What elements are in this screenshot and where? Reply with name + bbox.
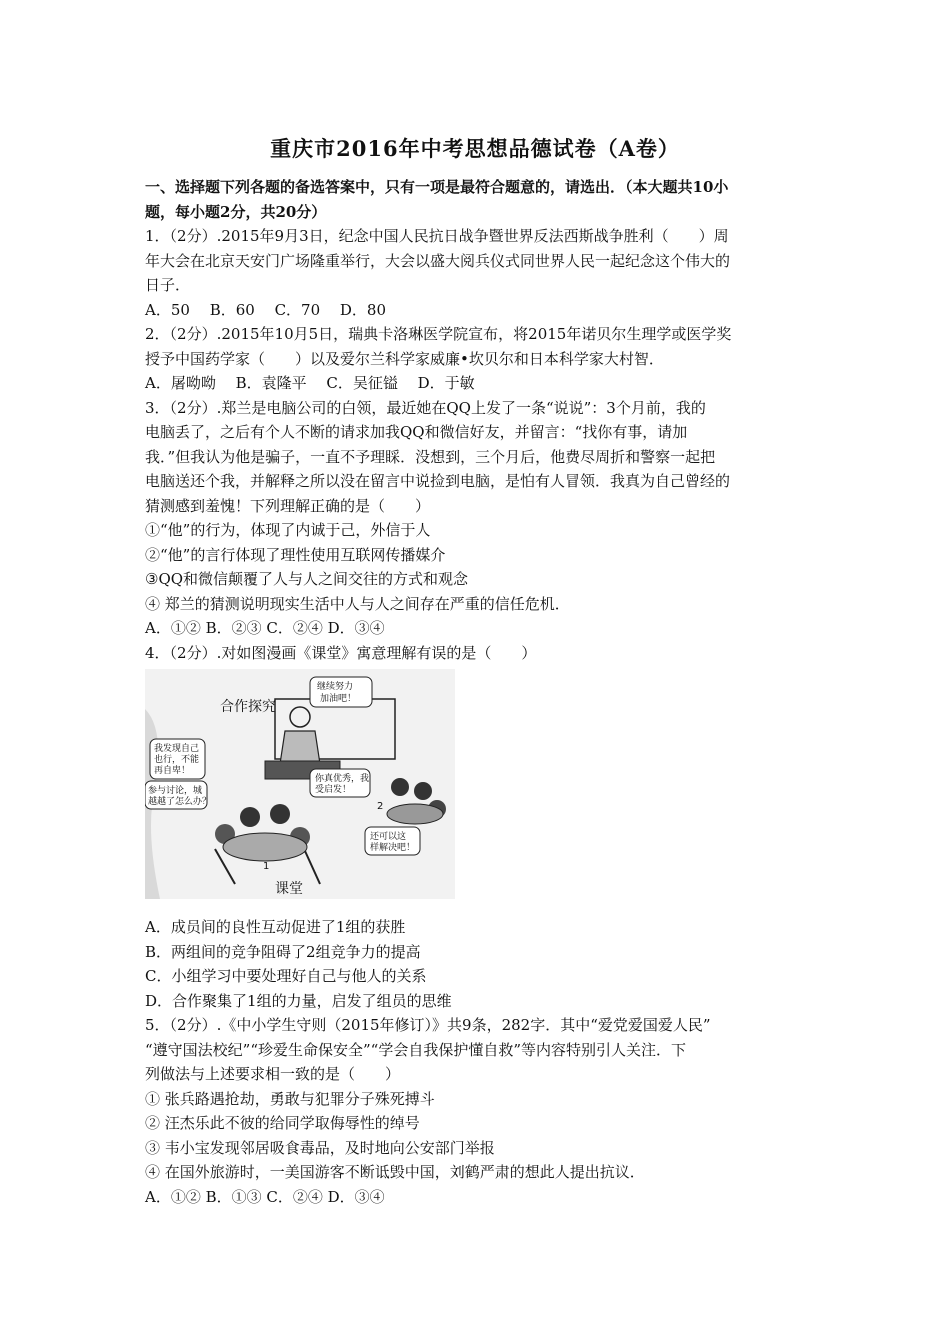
q4-text: 4．（2分）.对如图漫画《课堂》寓意理解有误的是（ ） [145,643,537,662]
svg-text:受启发！: 受启发！ [315,785,352,795]
q3-text: 猜测感到羞愧！下列理解正确的是（ ） [145,496,431,515]
svg-text:我发现自己: 我发现自己 [154,744,200,754]
q3-item: ④ 郑兰的猜测说明现实生活中人与人之间存在严重的信任危机． [145,594,570,613]
q3-text: 3．（2分）.郑兰是电脑公司的白领，最近她在QQ上发了一条“说说”：3个月前，我的 [145,398,706,417]
q5-item: ④ 在国外旅游时，一美国游客不断诋毁中国，刘鹤严肃的想此人提出抗议． [145,1163,645,1181]
classroom-cartoon [145,669,455,899]
svg-text:1: 1 [263,861,270,872]
q3-text: 电脑送还个我，并解释之所以没在留言中说捡到电脑，是怕有人冒领．我真为自己曾经的 [145,472,731,490]
q3-text: 我．”但我认为他是骗子，一直不予理睬．没想到，三个月后，他费尽周折和警察一起把 [145,447,716,466]
figure-heading: 合作探究 [220,699,276,715]
q5-options: A．①② B．①③ C．②④ D．③④ [145,1187,385,1206]
q2-options: A．屠呦呦 B．袁隆平 C．吴征镒 D．于敏 [145,374,475,392]
exam-content [145,175,810,1209]
q5-item: ① 张兵路遇抢劫，勇敢与犯罪分子殊死搏斗 [145,1089,435,1108]
q3-item: ③QQ和微信颠覆了人与人之间交往的方式和观念 [145,570,469,588]
svg-text:参与讨论，城: 参与讨论，城 [148,786,203,796]
svg-text:再自卑！: 再自卑！ [154,766,191,776]
q3-text: 电脑丢了，之后有个人不断的请求加我QQ和微信好友，并留言：“找你有事，请加 [145,423,688,441]
q4-option-a: A．成员间的良性互动促进了1组的获胜 [145,918,406,936]
q5-item: ③ 韦小宝发现邻居吸食毒品，及时地向公安部门举报 [145,1138,495,1157]
figure-caption: 课堂 [275,881,303,897]
q3-options: A．①② B．②③ C．②④ D．③④ [145,619,385,637]
svg-text:还可以这: 还可以这 [370,832,407,842]
svg-text:越越了怎么办？: 越越了怎么办？ [148,797,212,807]
q2-text: 2．（2分）.2015年10月5日，瑞典卡洛琳医学院宣布，将2015年诺贝尔生理学或医学奖 [145,325,732,343]
q5-text: 列做法与上述要求相一致的是（ ） [145,1065,401,1083]
svg-text:也行，不能: 也行，不能 [154,755,200,765]
q1-options: A．50 B．60 C．70 D．80 [145,300,387,319]
q2-text: 授予中国药学家（ ）以及爱尔兰科学家威廉•坎贝尔和日本科学家大村智． [145,349,664,368]
q5-item: ② 汪杰乐此不彼的给同学取侮辱性的绰号 [145,1114,420,1132]
svg-text:继续努力: 继续努力 [317,682,354,692]
q5-text: “遵守国法校纪”“珍爱生命保安全”“学会自我保护懂自救”等内容特别引人关注．下 [145,1040,687,1059]
svg-text:你真优秀，我: 你真优秀，我 [315,774,370,784]
q4-option-c: C．小组学习中要处理好自己与他人的关系 [145,967,427,985]
svg-text:加油吧！: 加油吧！ [320,694,357,704]
q1-text: 日子． [145,276,191,294]
svg-text:样解决吧！: 样解决吧！ [370,843,416,853]
q4-option-d: D．合作聚集了1组的力量，启发了组员的思维 [145,991,452,1010]
q3-item: ①“他”的行为，体现了内诚于己，外信于人 [145,521,431,539]
svg-text:2: 2 [377,801,384,812]
cartoon-drawing [145,669,455,899]
section-heading-cont: 题，每小题2分，共20分） [145,202,327,221]
page-title: 重庆市2016年中考思想品德试卷（A卷） [270,136,680,161]
q3-item: ②“他”的言行体现了理性使用互联网传播媒介 [145,545,446,564]
q5-text: 5．（2分）.《中小学生守则（2015年修订）》共9条，282字．其中“爱党爱国爱人民” [145,1016,711,1034]
q1-text: 1．（2分）.2015年9月3日，纪念中国人民抗日战争暨世界反法西斯战争胜利（ ）周 [145,227,729,245]
section-heading: 一、选择题下列各题的备选答案中，只有一项是最符合题意的，请选出．（本大题共10小 [145,178,729,196]
q4-option-b: B．两组间的竞争阻碍了2组竞争力的提高 [145,942,421,961]
q1-text: 年大会在北京天安门广场隆重举行，大会以盛大阅兵仪式同世界人民一起纪念这个伟大的 [145,251,731,270]
